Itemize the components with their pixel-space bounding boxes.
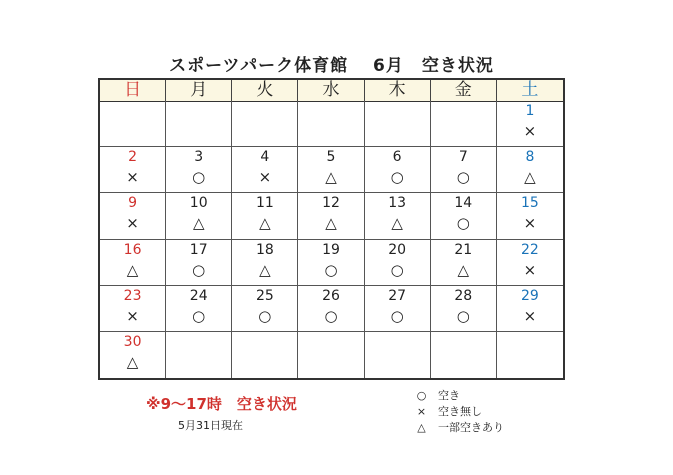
availability-mark: ○: [456, 214, 470, 233]
weekday-sat: 土: [521, 80, 539, 100]
calendar-cell: [497, 147, 563, 193]
availability-mark: ○: [456, 168, 470, 187]
day-number: 11: [255, 195, 274, 212]
calendar-cell: [497, 240, 563, 286]
day-number: 22: [521, 241, 539, 258]
legend-symbol: ○: [416, 388, 427, 402]
availability-mark: ○: [192, 306, 206, 325]
weekday-thu: 木: [365, 80, 431, 101]
calendar-cell: [100, 101, 166, 147]
availability-mark: ○: [456, 306, 470, 325]
day-number: 19: [322, 241, 340, 258]
day-number: 3: [194, 149, 204, 166]
day-number: 27: [388, 287, 407, 304]
availability-mark: ×: [258, 168, 272, 187]
legend-label: 一部空きあり: [438, 421, 504, 434]
calendar-cell: [365, 332, 431, 378]
calendar-cell: [431, 101, 497, 147]
legend-label: 空き無し: [438, 405, 482, 418]
availability-mark: ×: [523, 214, 537, 233]
calendar-cell: [100, 332, 166, 378]
availability-mark: ○: [258, 306, 272, 325]
day-number: 30: [123, 333, 142, 350]
calendar-cell: [497, 101, 563, 147]
day-number: 17: [189, 241, 208, 258]
calendar-cell: [298, 101, 364, 147]
day-number: 21: [454, 241, 473, 258]
legend-label: 空き: [438, 389, 460, 402]
day-number: 12: [322, 195, 340, 212]
day-number: 9: [128, 195, 138, 212]
calendar-cell: [166, 101, 232, 147]
weekday-mon: 月: [166, 80, 232, 101]
calendar-cell: [365, 240, 431, 286]
availability-mark: △: [259, 214, 271, 233]
day-number: 8: [525, 149, 535, 166]
weekday-sun: 日: [100, 80, 166, 101]
availability-mark: △: [192, 214, 205, 233]
day-number: 10: [189, 195, 208, 212]
day-number: 7: [458, 149, 468, 166]
legend-symbol: △: [417, 420, 426, 434]
availability-mark: ×: [523, 122, 537, 140]
calendar: [98, 78, 565, 380]
calendar-cell: [166, 286, 232, 332]
calendar-cell: [166, 147, 232, 193]
calendar-cell: [232, 332, 298, 378]
calendar-cell: [431, 147, 497, 193]
calendar-cell: [365, 147, 431, 193]
calendar-cell: [298, 147, 364, 193]
calendar-cell: [232, 286, 298, 332]
day-number: 16: [123, 241, 142, 258]
availability-mark: △: [457, 260, 470, 279]
page-title: スポーツパーク体育館 6月 空き状況: [169, 56, 494, 76]
availability-mark: ○: [192, 168, 206, 187]
calendar-cell: [497, 286, 563, 332]
calendar-cell: [298, 240, 364, 286]
calendar-cell: [431, 193, 497, 239]
availability-mark: △: [325, 168, 337, 187]
availability-mark: ×: [126, 306, 139, 325]
day-number: 13: [388, 195, 407, 212]
day-number: 6: [392, 149, 402, 166]
day-number: 2: [128, 149, 138, 166]
day-number: 25: [255, 287, 274, 304]
calendar-cell: [100, 240, 166, 286]
availability-mark: ×: [523, 260, 537, 279]
calendar-cell: [166, 193, 232, 239]
calendar-cell: [497, 193, 563, 239]
availability-mark: △: [524, 168, 536, 187]
calendar-cell: [232, 193, 298, 239]
availability-mark: △: [126, 260, 139, 279]
day-number: 1: [525, 103, 535, 119]
availability-mark: △: [391, 214, 403, 233]
day-number: 29: [521, 287, 539, 304]
calendar-cell: [166, 240, 232, 286]
weekday-fri: 金: [431, 80, 497, 101]
availability-mark: ○: [192, 260, 206, 279]
calendar-cell: [298, 332, 364, 378]
calendar-cell: [100, 193, 166, 239]
calendar-cell: [431, 240, 497, 286]
calendar-cell: [298, 193, 364, 239]
availability-mark: ○: [390, 168, 404, 187]
day-number: 20: [388, 241, 407, 258]
calendar-cell: [431, 286, 497, 332]
availability-mark: ×: [126, 168, 139, 187]
day-number: 4: [260, 149, 270, 166]
calendar-cell: [100, 147, 166, 193]
calendar-cell: [365, 286, 431, 332]
as-of-date: 5月31日現在: [178, 419, 243, 432]
availability-mark: ○: [324, 260, 338, 279]
legend-symbol: ×: [416, 404, 427, 418]
hours-note: ※9～17時 空き状況: [146, 395, 297, 413]
calendar-cell: [232, 101, 298, 147]
calendar-cell: [166, 332, 232, 378]
day-number: 18: [255, 241, 274, 258]
calendar-cell: [100, 286, 166, 332]
day-number: 26: [322, 287, 340, 304]
availability-mark: ○: [390, 260, 404, 279]
calendar-grid: [100, 101, 563, 378]
calendar-cell: [365, 193, 431, 239]
day-number: 5: [326, 149, 336, 166]
calendar-cell: [232, 147, 298, 193]
legend-item-available: [405, 387, 504, 403]
calendar-cell: [431, 332, 497, 378]
day-number: 14: [454, 195, 473, 212]
calendar-cell: [497, 332, 563, 378]
day-number: 24: [189, 287, 208, 304]
day-number: 15: [521, 195, 539, 212]
weekday-wed: 水: [298, 80, 364, 101]
availability-mark: △: [259, 260, 271, 279]
legend-item-unavailable: [405, 403, 504, 419]
weekday-header: [100, 80, 563, 102]
legend: [405, 387, 504, 435]
availability-mark: ×: [523, 306, 537, 325]
availability-mark: △: [126, 352, 139, 371]
calendar-cell: [232, 240, 298, 286]
availability-mark: ○: [390, 306, 404, 325]
day-number: 28: [454, 287, 473, 304]
availability-mark: ×: [126, 214, 139, 233]
availability-mark: ○: [324, 306, 338, 325]
calendar-cell: [298, 286, 364, 332]
day-number: 23: [123, 287, 142, 304]
availability-mark: △: [325, 214, 337, 233]
weekday-tue: 火: [232, 80, 298, 101]
calendar-cell: [365, 101, 431, 147]
legend-item-partial: [405, 419, 504, 435]
